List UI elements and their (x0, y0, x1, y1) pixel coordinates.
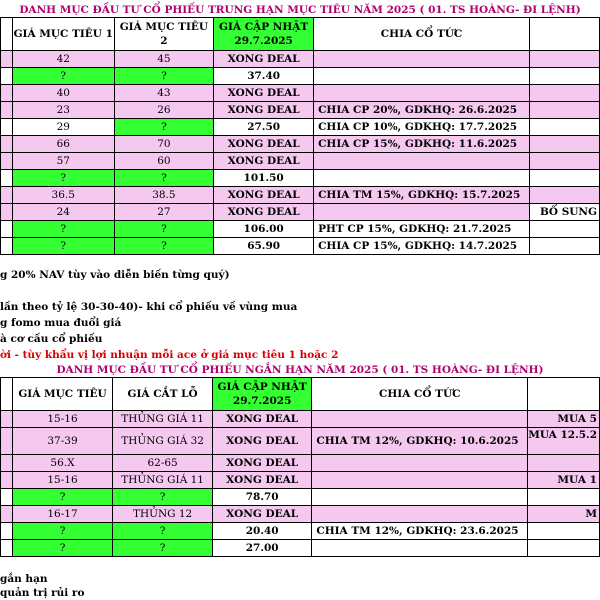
note-line: gắn hạn (0, 573, 48, 585)
table-row: 23 26 XONG DEAL CHIA CP 20%, GDKHQ: 26.6.2025 (1, 102, 600, 119)
header-dividend: CHIA CỔ TỨC (312, 378, 528, 411)
table-row: ? ? 27.00 (1, 540, 600, 557)
table-row: 42 45 XONG DEAL (1, 51, 600, 68)
table-row: ? ? 106.00 PHT CP 15%, GDKHQ: 21.7.2025 (1, 221, 600, 238)
table-row: 37-39 THỦNG GIÁ 32 XONG DEAL CHIA TM 12%, GDKHQ: 10.6.2025 MUA 12.5.2 (1, 428, 600, 455)
table-row: 16-17 THỦNG 12 XONG DEAL M (1, 506, 600, 523)
table-row: 40 43 XONG DEAL (1, 85, 600, 102)
header-target-2: GIÁ MỤC TIÊU 2 (114, 18, 214, 51)
table-row: 36.5 38.5 XONG DEAL CHIA TM 15%, GDKHQ: 15.7.2025 (1, 187, 600, 204)
header-target-1: GIÁ MỤC TIÊU 1 (12, 18, 114, 51)
table-row: ? ? 65.90 CHIA CP 15%, GDKHQ: 14.7.2025 (1, 238, 600, 255)
table-row: 57 60 XONG DEAL (1, 153, 600, 170)
table2-title: DANH MỤC ĐẦU TƯ CỔ PHIẾU NGẮN HẠN NĂM 2025 ( 01. TS HOÀNG- ĐI LỆNH) (56, 364, 544, 376)
table-row: 15-16 THỦNG GIÁ 11 XONG DEAL MUA 1 (1, 472, 600, 489)
table-row: 24 27 XONG DEAL BỔ SUNG (1, 204, 600, 221)
table-row: ? ? 101.50 (1, 170, 600, 187)
note-line: à cơ cấu cổ phiếu (0, 333, 103, 345)
note-line: g 20% NAV tùy vào diễn biến từng quý) (0, 269, 230, 281)
table-row: 56.X 62-65 XONG DEAL (1, 455, 600, 472)
note-line: lần theo tỷ lệ 30-30-40)- khi cổ phiếu về vùng mua (0, 301, 298, 313)
header-updated-price: GIÁ CẬP NHẬT 29.7.2025 (214, 18, 314, 51)
supplement-note: BỔ SUNG (530, 204, 600, 221)
table-row: 66 70 XONG DEAL CHIA CP 15%, GDKHQ: 11.6.2025 (1, 136, 600, 153)
medium-term-portfolio-table (0, 17, 600, 255)
table-row: 15-16 THỦNG GIÁ 11 XONG DEAL MUA 5 (1, 411, 600, 428)
table-row: 29 ? 27.50 CHIA CP 10%, GDKHQ: 17.7.2025 (1, 119, 600, 136)
note-line-highlight: ời - tùy khẩu vị lợi nhuận mỗi ace ở giá mục tiêu 1 hoặc 2 (0, 349, 339, 361)
header-target: GIÁ MỤC TIÊU (12, 378, 113, 411)
table1-title: DANH MỤC ĐẦU TƯ CỔ PHIẾU TRUNG HẠN MỤC TIÊU NĂM 2025 ( 01. TS HOÀNG- ĐI LỆNH) (19, 4, 581, 16)
header-dividend: CHIA CỔ TỨC (314, 18, 530, 51)
table-row: ? ? 37.40 (1, 68, 600, 85)
note-line: g fomo mua đuổi giá (0, 317, 122, 329)
header-updated-price: GIÁ CẬP NHẬT 29.7.2025 (212, 378, 311, 411)
table-row: ? ? 20.40 CHIA TM 12%, GDKHQ: 23.6.2025 (1, 523, 600, 540)
short-term-portfolio-table (0, 377, 600, 557)
header-stop-loss: GIÁ CẮT LỖ (113, 378, 213, 411)
note-line: quản trị rủi ro (0, 587, 85, 599)
table-row: ? ? 78.70 (1, 489, 600, 506)
